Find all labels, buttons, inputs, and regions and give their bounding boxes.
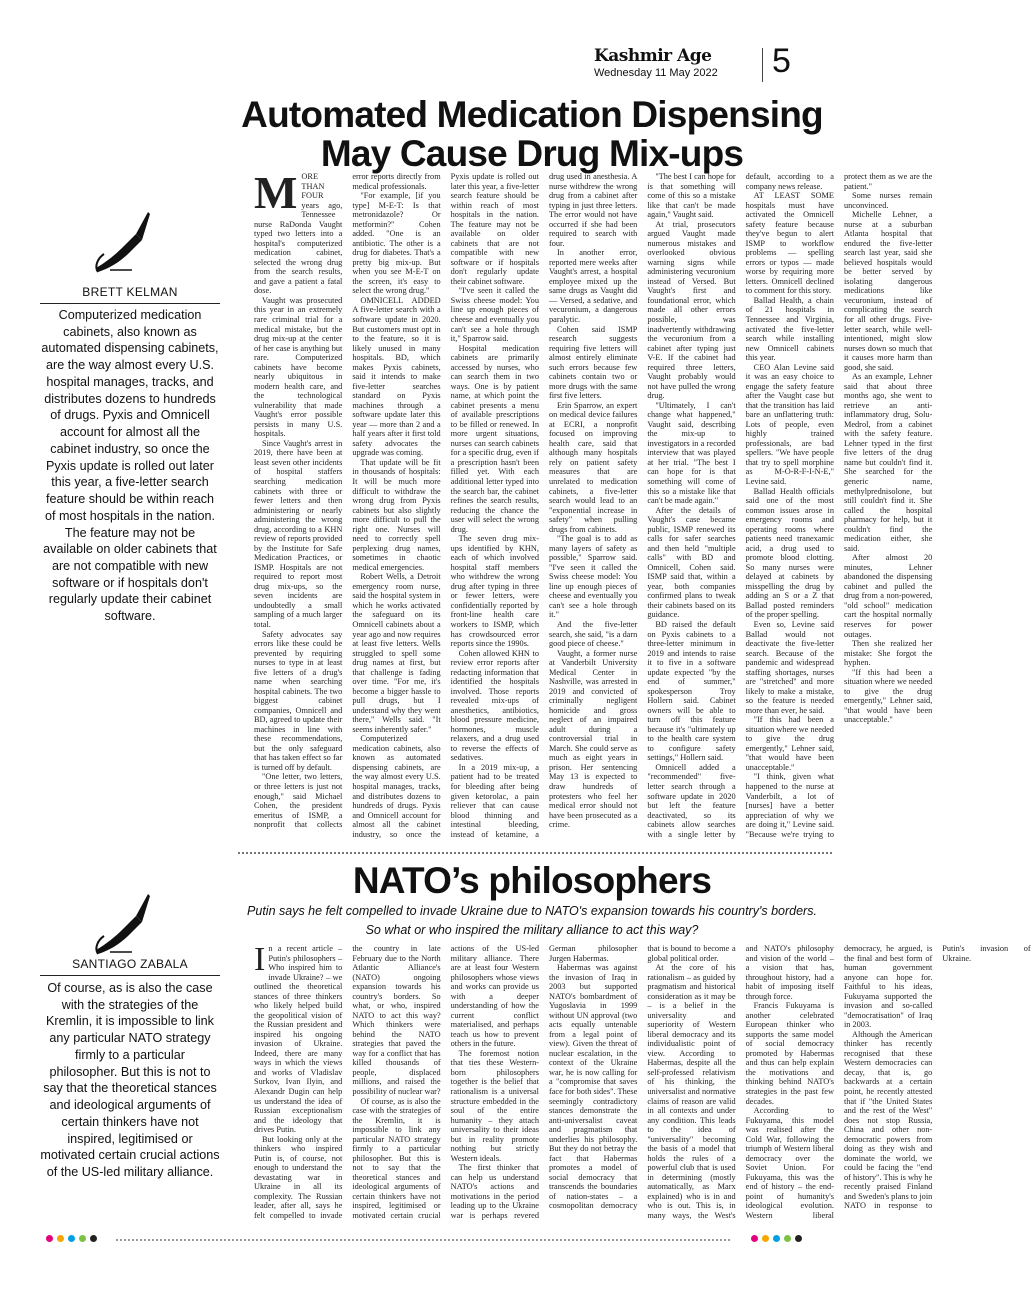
footer-dot [751, 1235, 758, 1242]
paragraph-text: In another error, reported mere weeks after Vaught's arrest, a hospital employee mixed up the same drugs as Vaught did — Versed, a sedative, and vecuronium, a dangerous paralytic. [548, 248, 638, 324]
body-paragraph [352, 458, 440, 572]
paragraph-text: Safety advocates say errors like these could be prevented by requiring nurses to type in at least five letters of a drug's name when searching hospital cabinets. The two biggest cabinet companies, Omnicell and BD, agreed to update their machines in line with these recommendations, but the only safeguard that has taken effect so far is turned off by default. [254, 629, 343, 772]
paragraph-text: OMNICELL ADDED A five-letter search with a software update in 2020. But customers must opt in to the feature, so it is likely unused in many hospitals. BD, which makes Pyxis cabinets, said it intends to make five-letter searches standard on Pyxis machines through a software update later this year — more than 2 and a half years after it first told safety advocates the upgrade was coming. [352, 295, 441, 458]
paragraph-text: The seven drug mix-ups identified by KHN, each of which involved hospital staff members who withdrew the wrong drug after typing in three or fewer letters, were confidentially reported by front-line health care workers to ISMP, which has crowdsourced error reports since the 1990s. [450, 534, 539, 649]
footer-dots-right [751, 1235, 802, 1242]
article1-headline: Automated Medication Dispensing May Cause Drug Mix-ups [241, 94, 823, 174]
paragraph-text: Cohen said ISMP research suggests requiring five letters will almost entirely eliminate such errors because few cabinets contain two or more drugs with the same first five letters. [548, 324, 638, 401]
article1-author: BRETT KELMAN [40, 285, 220, 304]
paragraph-text: Francis Fukuyama is another celebrated European thinker who supports the same model of social democracy promoted by Habermas and thus can help explain the motivations and thinking behind NATO's strategies in the past few decades. [745, 1001, 834, 1106]
body-paragraph [451, 1049, 539, 1163]
paragraph-text: Ballad Health, a chain of 21 hospitals in Tennessee and Virginia, activated the five-letter search while installing new Omnicell cabinets this year. [745, 295, 834, 363]
body-paragraph [549, 325, 637, 401]
body-paragraph [549, 620, 637, 649]
paragraph-text: "One letter, two letters, or three letters is just not enough," said Michael Cohen, the president emeritus of ISMP, a nonprofit that collects error reports directly from medical professionals. [254, 172, 441, 830]
body-paragraph [451, 534, 539, 648]
paragraph-text: BD raised the default on Pyxis cabinets to a three-letter minimum in 2019 and intends to raise it to five in a software update expected "by the end of summer," spokesperson Troy Hollern said. Cabinet owners will be able to turn off this feature because it's "ultimately up to the health care system to configure safety settings," Hollern said. [647, 619, 736, 763]
pen-icon [92, 888, 152, 958]
body-paragraph [746, 363, 834, 487]
body-paragraph [647, 620, 735, 763]
page-footer [46, 1234, 802, 1246]
paragraph-text: "The goal is to add as many layers of safety as possible," Sparrow said. "I've seen it called the Swiss cheese model: You line up enough pieces of cheese and eventually you can't see a hole through it." [548, 534, 638, 620]
paragraph-text: Some nurses remain unconvinced. [843, 191, 933, 210]
footer-dot [795, 1235, 802, 1242]
footer-rule [116, 1239, 732, 1241]
body-paragraph [746, 296, 834, 363]
paragraph-text: Ballad Health officials said one of the most common issues arose in emergency rooms and operating rooms where patients need tranexamic acid, a drug used to promote blood clotting. So many nurses were delayed at cabinets by misspelling the drug by adding an S or a Z that Ballad posted reminders of the proper spelling. [745, 486, 834, 620]
body-paragraph [844, 639, 932, 668]
article2-headline: NATO’s philosophers [352, 860, 712, 901]
body-paragraph [647, 172, 735, 220]
paragraph-text: According to Fukuyama, this model was realised after the Cold War, following the triumph of Western liberal democracy over the Soviet Union. For Fukuyama, this was the end of history – the end-point of humanity's ideological evolution. Western liberal democracy, he argued, is the final and best form of human government anyone can hope for. Faithful to his ideas, Fukuyama supported the invasion and so-called "democratisation" of Iraq in 2003. [745, 944, 933, 1220]
article2-author: SANTIAGO ZABALA [40, 957, 220, 976]
footer-dot [68, 1235, 75, 1242]
paragraph-text: Erin Sparrow, an expert on medical device failures at ECRI, a nonprofit focused on improving health care, said that although many hospitals rely on patient safety measures that are unrelated to medication cabinets, a five-letter search would lead to an "exponential increase in safety" when pulling drugs from cabinets. [548, 400, 638, 534]
paragraph-text: At the core of his rationalism – as guided by pragmatism and historical consideration as it may be – is a belief in the universality and superiority of Western liberal democracy and its individualistic point of view. According to Habermas, despite all the self-professed relativism of his thinking, the universalist and normative claims of reason are valid in all contexts and under any condition. This leads to the idea of "universality" becoming the basis of a model that holds the rules of a powerful club that is used in determining (mostly automatically, as Marx explained) who is in and who is out. This is, in many ways, the West's and NATO's philosophy and vision of the world – a vision that has, throughout history, had a habit of imposing itself through force. [647, 944, 834, 1220]
paragraph-text: The first thinker that can help us understand NATO's actions and motivations in the period leading up to the Ukraine war is perhaps revered German philosopher Jurgen Habermas. [450, 944, 638, 1220]
body-paragraph [549, 649, 637, 830]
paragraph-text: But looking only at the thinkers who inspired Putin is, of course, not enough to understand the devastating war in Ukraine in all its complexity. The Russian leader, after all, says he felt compelled to invade the country in late February due to the North Atlantic Alliance's (NATO) ongoing expansion towards his country's borders. So what, or who, inspired NATO to act this way? Which thinkers were behind the NATO strategies that paved the way for a conflict that has killed thousands of people, displaced millions, and raised the possibility of nuclear war? [254, 944, 441, 1220]
body-paragraph [549, 534, 637, 620]
body-paragraph [254, 296, 342, 439]
body-paragraph [844, 553, 932, 639]
body-paragraph [451, 344, 539, 535]
body-paragraph [254, 630, 342, 773]
paragraph-text: "I've seen it called the Swiss cheese model: You line up enough pieces of cheese and eventually you can't see a hole through it," Sparrow said. [450, 286, 539, 344]
body-paragraph [254, 941, 343, 1135]
paragraph-text: Omnicell added a "recommended" five-letter search through a software update in 2020 but left the feature deactivated, so its cabinets allow searches with a single letter by default, according to a company news release. [647, 172, 834, 839]
paragraph-text: Robert Wells, a Detroit emergency room nurse, said the hospital system in which he works activated the safeguard on its Omnicell cabinets about a year ago and now requires at least five letters. Wells struggled to spell some drug names at first, but that challenge is fading over time. "For me, it's become a bigger hassle to pull drugs, but I understand why they went there," Wells said. "It seems inherently safer." [352, 572, 441, 734]
masthead-divider [762, 48, 763, 82]
body-paragraph [746, 487, 834, 620]
paragraph-text: CEO Alan Levine said it was an easy choice to engage the safety feature after the Vaught case but that the transition has laid bare an unflattering truth: Lots of people, even highly trained professionals, are bad spellers. "We have people that try to spell morphine as M-O-R-F-I-N-E," Levine said. [745, 362, 834, 486]
paragraph-text: After almost 20 minutes, Lehner abandoned the dispensing cabinet and pulled the drug from a non-powered, "old school" medication cart the hospital normally reserves for power outages. [843, 553, 933, 639]
body-paragraph [451, 649, 539, 763]
paragraph-text: Even so, Levine said Ballad would not deactivate the five-letter search. Because of the pandemic and widespread staffing shortages, nurses are "stretched" and more likely to make a mistake, so the feature is needed more than ever, he said. [745, 619, 834, 715]
masthead-date: Wednesday 11 May 2022 [594, 67, 718, 79]
footer-dot [773, 1235, 780, 1242]
paragraph-text: "If this had been a situation where we needed to give the drug emergently," Lehner said, "that would have been unacceptable." [745, 715, 834, 772]
article1-body [254, 167, 933, 840]
paragraph-text: And the five-letter search, she said, "is a darn good piece of cheese." [548, 619, 638, 649]
body-paragraph [549, 401, 637, 534]
paragraph-text: The foremost notion that ties these Western-born philosophers together is the belief that rationalism is a universal structure embedded in the soul of the entire humanity – they attach universality to their ideas but in reality promote nothing but strictly Western ideals. [450, 1048, 539, 1163]
article2-blurb: Of course, as is also the case with the strategies of the Kremlin, it is impossible to link any particular NATO strategy firmly to a particular philosopher. But this is not to say that the theoretical stances and ideological arguments of certain thinkers have not inspired, legitimised or motivated certain crucial actions of the US-led military alliance. [40, 981, 220, 1180]
footer-dot [79, 1235, 86, 1242]
body-paragraph [549, 248, 637, 324]
paragraph-text: "I think, given what happened to the nurse at Vanderbilt, a lot of [nurses] have a better appreciation of why we are doing it," Levine said. "Because we're trying to protect them as we are the patient." [745, 172, 933, 839]
paragraph-text: At trial, prosecutors argued Vaught made numerous mistakes and overlooked obvious warning signs while administering vecuronium instead of Versed. But Vaught's first and foundational error, which made all other errors possible, was inadvertently withdrawing the vecuronium from a cabinet after typing just V-E. If the cabinet had required three letters, Vaught probably would not have pulled the wrong drug. [647, 219, 736, 401]
body-paragraph [746, 715, 834, 772]
article2-deck: Putin says he felt compelled to invade Ukraine due to NATO's expansion towards his country's borders. So what or who inspired the military alliance to act this way? [247, 904, 817, 937]
paragraph-text: Vaught was prosecuted this year in an extremely rare criminal trial for a medical mistake, but the drug mix-up at the center of her case is anything but rare. Computerized cabinets have become nearly ubiquitous in modern health care, and the technological vulnerability that made Vaught's error possible persists in many U.S. hospitals. [254, 295, 343, 439]
drop-cap: M [254, 167, 298, 218]
paragraph-text: Cohen allowed KHN to review error reports after redacting information that identified the hospitals involved. Those reports revealed mix-ups of anesthetics, antibiotics, blood pressure medicine, hormones, muscle relaxers, and a drug used to reverse the effects of sedatives. [450, 648, 539, 763]
paragraph-text: Michelle Lehner, a nurse at a suburban Atlanta hospital that endured the five-letter search last year, said she believed hospitals would be better served by isolating dangerous medications like vecuronium, instead of complicating the search for all other drugs. Five-letter search, while well-intentioned, might slow nurses down so much that it causes more harm than good, she said. [843, 210, 933, 372]
drop-cap: I [254, 941, 266, 978]
paragraph-text: Then she realized her mistake: She forgot the hyphen. [843, 639, 933, 668]
body-paragraph [746, 1001, 834, 1106]
paragraph-text: "If this had been a situation where we needed to give the drug emergently," Lehner said, "that would have been unacceptable." [843, 667, 933, 725]
body-paragraph [352, 296, 440, 458]
footer-dot [90, 1235, 97, 1242]
footer-dot [57, 1235, 64, 1242]
footer-dots-left [46, 1235, 97, 1242]
body-paragraph [844, 210, 932, 372]
paragraph-text: After the details of Vaught's case became public, ISMP renewed its calls for safer searches and then held "multiple calls" with BD and Omnicell, Cohen said. ISMP said that, within a year, both companies confirmed plans to tweak their cabinets based on its guidance. [647, 505, 736, 620]
paragraph-text: Hospital medication cabinets are primarily accessed by nurses, who can search them in two ways. One is by patient name, at which point the cabinet presents a menu of available prescriptions to be filled or renewed. In more urgent situations, nurses can search cabinets for a specific drug, even if a prescription hasn't been filled yet. With each additional letter typed into the search bar, the cabinet refines the search results, reducing the chance the user will select the wrong drug. [450, 343, 539, 534]
footer-dot [46, 1235, 53, 1242]
masthead-name: Kashmir Age [594, 46, 712, 66]
body-paragraph [844, 668, 932, 725]
paragraph-text: "The best I can hope for is that something will come of this so a mistake like that can't be made again," Vaught said. [647, 172, 736, 220]
body-paragraph [746, 191, 834, 296]
page-number: 5 [772, 42, 791, 80]
article1-blurb: Computerized medication cabinets, also known as automated dispensing cabinets, are the way almost every U.S. hospital manages, tracks, and distributes dozens to hundreds of drugs. Pyxis and Omnicell account for almost all the cabinet industry, so once the Pyxis update is rolled out later this year, a five-letter search feature should be within reach of most hospitals in the nation. The feature may not be available on older cabinets that are not compatible with new software or if hospitals don't regularly update their cabinet software. [41, 308, 219, 624]
masthead [594, 42, 794, 84]
paragraph-text: Although the American thinker has recently recognised that these Western democracies can decay, that is, go backwards at a certain point, he recently attested that if "the United States and the rest of the West" does not stop Russia, China and other non-democratic powers from doing as they wish and dominate the world, we could be facing the "end of history". This is why he recently praised Finland and Sweden's plans to join NATO in response to Putin's invasion of Ukraine. [843, 944, 1031, 1211]
paragraph-text: In a 2019 mix-up, a patient had to be treated for bleeding after being given ketorolac, a pain reliever that can cause blood thinning and intestinal bleeding, instead of ketamine, a drug used in anesthesia. A nurse withdrew the wrong drug from a cabinet after typing in just three letters. The error would not have occurred if she had been required to search with four. [450, 172, 638, 839]
body-paragraph [451, 286, 539, 343]
paragraph-text: Of course, as is also the case with the strategies of the Kremlin, it is impossible to link any particular NATO strategy firmly to a particular philosopher. But this is not to say that the theoretical stances and ideological arguments of certain thinkers have not inspired, legitimised or motivated certain crucial actions of the US-led military alliance. There are at least four Western philosophers whose views and works can provide us with a deeper understanding of how the current conflict materialised, and perhaps teach us how to prevent others in the future. [352, 944, 539, 1220]
body-paragraph [844, 191, 932, 210]
body-paragraph [254, 167, 343, 296]
body-paragraph [844, 372, 932, 553]
paragraph-text: ORE THAN FOUR years ago, Tennessee nurse RaDonda Vaught typed two letters into a hospital's computerized medication cabinet, selected the wrong drug from the search results, and gave a patient a fatal dose. [254, 172, 343, 296]
body-paragraph [352, 191, 440, 296]
body-paragraph [352, 572, 440, 734]
body-paragraph [647, 401, 735, 506]
body-paragraph [647, 506, 735, 620]
paragraph-text: AT LEAST SOME hospitals must have activated the Omnicell safety feature because they've begun to alert ISMP to workflow problems — spelling errors or typos — made worse by requiring more letters. Omnicell declined to comment for this story. [745, 191, 834, 296]
footer-dot [784, 1235, 791, 1242]
paragraph-text: As an example, Lehner said that about three months ago, she went to retrieve an anti-inflammatory drug, Solu-Medrol, from a cabinet with the safety feature. Lehner typed in the first five letters of the drug name but couldn't find it. She searched for the generic name, methylprednisolone, but still couldn't find it. She called the hospital pharmacy for help, but it couldn't find the medication either, she said. [843, 372, 933, 553]
body-paragraph [746, 620, 834, 715]
paragraph-text: "Ultimately, I can't change what happened," Vaught said, describing the mix-up to investigators in a recorded interview that was played at her trial. "The best I can hope for is that something will come of this so a mistake like that can't be made again." [647, 400, 736, 506]
paragraph-text: Computerized medication cabinets, also known as automated dispensing cabinets, are the way almost every U.S. hospital manages, tracks, and distributes dozens to hundreds of drugs. Pyxis and Omnicell account for almost all the cabinet industry, so once the Pyxis update is rolled out later this year, a five-letter search feature should be within reach of most hospitals in the nation. The feature may not be available on older cabinets that are not compatible with new software or if hospitals don't regularly update their cabinet software. [352, 172, 539, 839]
footer-dot [762, 1235, 769, 1242]
paragraph-text: n a recent article – Putin's philosophers – Who inspired him to invade Ukraine? – we outlined the theoretical stances of three thinkers who likely helped build the geopolitical vision of the Russian president and inspired his ongoing invasion of Ukraine. Indeed, there are many ways in which the views and works of Vladislav Surkov, Ivan Ilyin, and Alexandr Dugin can help us understand the idea of Russian exceptionalism and the ideology that drives Putin. [254, 944, 343, 1135]
body-paragraph [647, 220, 735, 401]
paragraph-text: Since Vaught's arrest in 2019, there have been at least seven other incidents of hospital staffers searching medication cabinets with three or fewer letters and then administering or nearly administering the wrong drug, according to a KHN review of reports provided by the Institute for Safe Medication Practices, or ISMP. Hospitals are not required to report most drug mix-ups, so the seven incidents are undoubtedly a small sampling of a much larger total. [254, 438, 343, 629]
article2-body [254, 941, 1031, 1229]
section-divider [238, 852, 834, 854]
paragraph-text: Vaught, a former nurse at Vanderbilt University Medical Center in Nashville, was arrested in 2019 and convicted of criminally negligent homicide and gross neglect of an impaired adult during a controversial trial in March. She could serve as much as eight years in prison. Her sentencing May 13 is expected to draw hundreds of protesters who feel her medical error should not have been prosecuted as a crime. [548, 648, 638, 830]
body-paragraph [254, 439, 342, 630]
paragraph-text: "For example, [if you type] M-E-T: Is that metronidazole? Or metformin?" Cohen added. "One is an antibiotic. The other is a drug for diabetes. That's a pretty big mix-up. But when you see M-E-T on the screen, it's easy to select the wrong drug." [352, 191, 441, 296]
paragraph-text: That update will be fit in thousands of hospitals: It will be much more difficult to withdraw the wrong drug from Pyxis cabinets but also slightly more difficult to pull the right one. Nurses will need to correctly spell perplexing drug names, sometimes in chaotic medical emergencies. [352, 457, 441, 572]
paragraph-text: Habermas was against the invasion of Iraq in 2003 but supported NATO's bombardment of Yugoslavia in 1999 without UN approval (two acts equally untenable from a legal point of view). Given the threat of nuclear escalation, in the context of the Ukraine war, he is now calling for a "compromise that saves face for both sides". These seemingly contradictory stances demonstrate the anti-universalist caveat and pragmatism that underlies his philosophy. But they do not betray the fact that Habermas promotes a model of social democracy that transcends the boundaries of nation-states – a cosmopolitan democracy that is bound to become a global political order. [548, 944, 736, 1211]
pen-icon [92, 206, 152, 276]
